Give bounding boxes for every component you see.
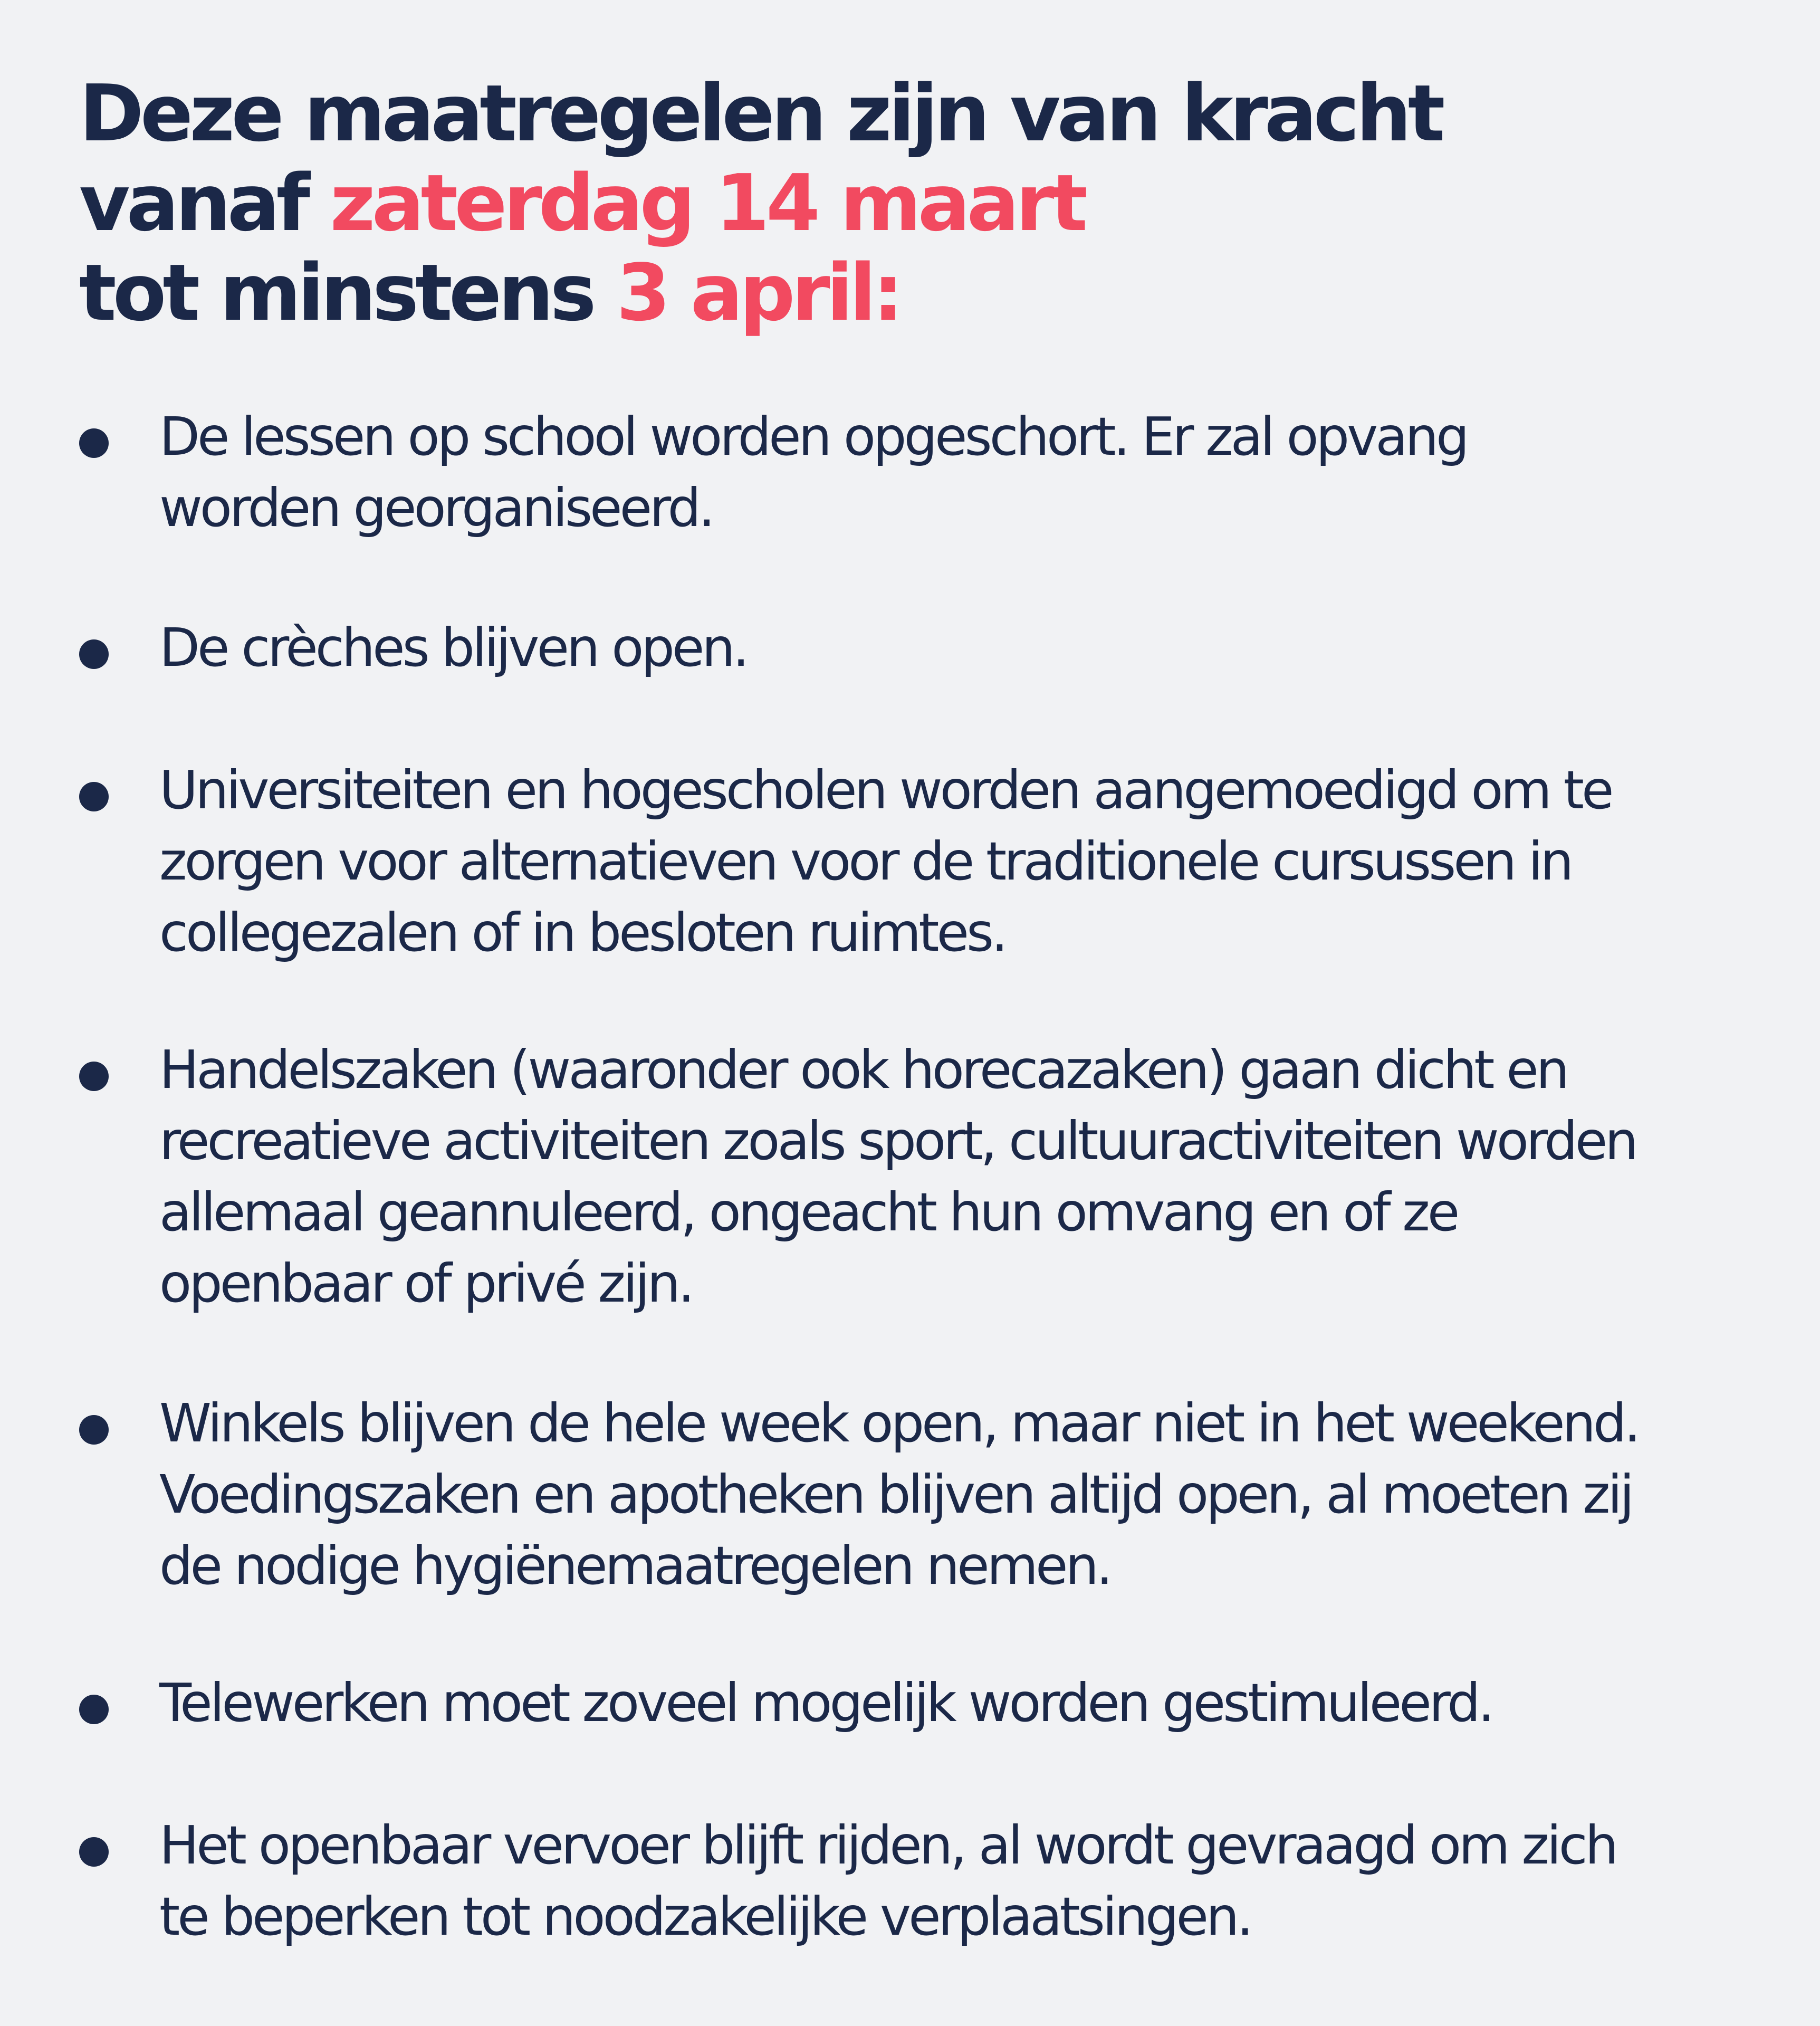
list-item <box>79 1810 1757 1952</box>
list-item-line: De crèches blijven open. <box>159 617 747 678</box>
bullet-dot-icon <box>79 1695 109 1724</box>
title-line-3 <box>79 248 1757 338</box>
list-item-line: zorgen voor alternatieven voor de traditionele cursussen in <box>159 830 1572 892</box>
list-item-line: Universiteiten en hogescholen worden aangemoedigd om te <box>159 759 1612 821</box>
list-item-line: collegezalen of in besloten ruimtes. <box>159 902 1005 963</box>
list-item-line: Handelszaken (waaronder ook horecazaken) gaan dicht en <box>159 1039 1567 1101</box>
title-line-2 <box>79 158 1757 248</box>
list-item <box>79 1034 1757 1319</box>
bullet-dot-icon <box>79 782 109 811</box>
list-item-text <box>159 612 1757 683</box>
title-line-1: Deze maatregelen zijn van kracht <box>79 68 1442 159</box>
list-item-text <box>159 1810 1757 1952</box>
list-item-line: de nodige hygiënemaatregelen nemen. <box>159 1535 1110 1597</box>
list-item <box>79 612 1757 683</box>
list-item-line: worden georganiseerd. <box>159 477 713 539</box>
list-item-line: te beperken tot noodzakelijke verplaatsingen. <box>159 1886 1251 1947</box>
list-item-text <box>159 1034 1757 1319</box>
list-item-line: Voedingszaken en apotheken blijven altijd open, al moeten zij <box>159 1464 1632 1525</box>
list-item-text <box>159 1388 1757 1601</box>
list-item <box>79 754 1757 968</box>
bullet-dot-icon <box>79 1062 109 1091</box>
list-item <box>79 1388 1757 1601</box>
title-line-2-prefix: vanaf <box>79 158 330 249</box>
list-item-line: allemaal geannuleerd, ongeacht hun omvang en of ze <box>159 1181 1458 1243</box>
list-item-text <box>159 1667 1757 1738</box>
bullet-dot-icon <box>79 428 109 458</box>
list-item-line: recreatieve activiteiten zoals sport, cultuuractiviteiten worden <box>159 1110 1636 1172</box>
list-item <box>79 401 1757 543</box>
bullet-dot-icon <box>79 639 109 669</box>
list-item <box>79 1667 1757 1738</box>
end-date-highlight: 3 april: <box>616 247 901 338</box>
list-item-line: openbaar of privé zijn. <box>159 1253 692 1314</box>
start-date-highlight: zaterdag 14 maart <box>330 158 1085 249</box>
bullet-dot-icon <box>79 1837 109 1867</box>
bullet-dot-icon <box>79 1415 109 1445</box>
list-item-text <box>159 754 1757 968</box>
page-title <box>79 69 1757 338</box>
title-line-3-prefix: tot minstens <box>79 247 617 338</box>
list-item-line: Het openbaar vervoer blijft rijden, al wordt gevraagd om zich <box>159 1814 1616 1876</box>
list-item-text <box>159 401 1757 543</box>
list-item-line: Winkels blijven de hele week open, maar niet in het weekend. <box>159 1392 1639 1454</box>
list-item-line: Telewerken moet zoveel mogelijk worden gestimuleerd. <box>159 1672 1492 1734</box>
list-item-line: De lessen op school worden opgeschort. Er zal opvang <box>159 406 1467 467</box>
